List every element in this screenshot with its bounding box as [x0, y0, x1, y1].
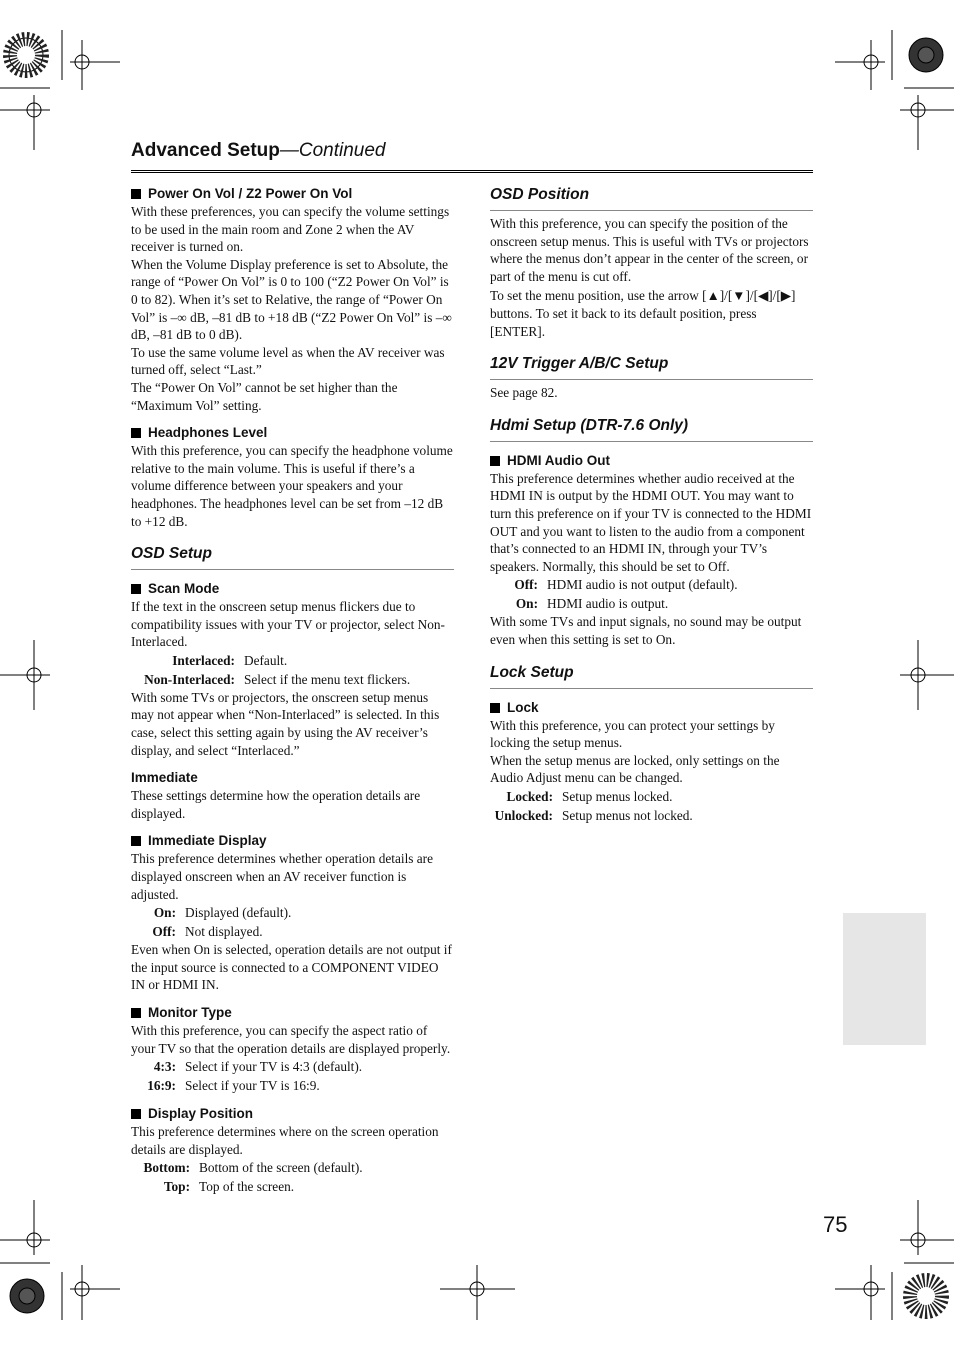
square-bullet-icon [131, 1008, 141, 1018]
option-row: 4:3: Select if your TV is 4:3 (default). [153, 1059, 363, 1075]
option-row: 16:9: Select if your TV is 16:9. [147, 1078, 320, 1094]
page-title-continued: —Continued [279, 140, 386, 161]
hdmi-audio-out-heading: HDMI Audio Out [490, 452, 813, 469]
crosshair-mid-left [0, 640, 50, 710]
monitor-type-heading: Monitor Type [131, 1004, 454, 1021]
lock-setup-section-title: Lock Setup [490, 663, 813, 689]
lock-text-1: With this preference, you can protect your settings by locking the setup menus. [490, 717, 775, 751]
immediate-display-text-2: Even when On is selected, operation details are not output if the input source is connected to a COMPONENT VIDEO IN or HDMI IN. [131, 942, 452, 993]
monitor-type-text: With this preference, you can specify the aspect ratio of your TV so that the operation details are displayed properly. [131, 1023, 451, 1056]
immediate-display-text-1: This preference determines whether operation details are displayed onscreen when an AV receiver function is adjusted. [131, 851, 433, 902]
osd-position-text-1: With this preference, you can specify the position of the onscreen setup menus. This is useful with TVs or projectors where the menus don’t appear in the center of the screen, or part of the menu is cut off. [490, 216, 809, 284]
osd-position-section-title: OSD Position [490, 185, 813, 211]
headphones-heading: Headphones Level [131, 424, 454, 441]
osd-setup-section-title: OSD Setup [131, 544, 454, 570]
page-title: Advanced Setup [131, 140, 280, 161]
option-row: On: Displayed (default). [153, 905, 292, 921]
lock-heading: Lock [490, 699, 813, 716]
immediate-text: These settings determine how the operation details are displayed. [131, 788, 421, 821]
page-number: 75 [823, 1212, 848, 1237]
trigger-section-title: 12V Trigger A/B/C Setup [490, 354, 813, 380]
square-bullet-icon [131, 836, 141, 846]
chapter-side-tab [843, 913, 926, 1045]
square-bullet-icon [131, 584, 141, 594]
trigger-text: See page 82. [490, 385, 558, 401]
power-on-vol-text-3: To use the same volume level as when the AV receiver was turned off, select “Last.” [131, 344, 445, 378]
crosshair-top-right-2 [900, 95, 954, 150]
power-on-vol-heading: Power On Vol / Z2 Power On Vol [131, 185, 454, 202]
crosshair-bottom-right-1 [835, 1265, 885, 1320]
osd-position-text-2: To set the menu position, use the arrow [▲]/[▼]/[◀]/[▶] buttons. To set it back to its default position, press [ENTER]. [490, 288, 796, 339]
right-column [490, 185, 813, 825]
crosshair-top-left-2 [0, 95, 50, 150]
starburst-mark-top-left [9, 38, 43, 72]
page-header [131, 140, 813, 173]
square-bullet-icon [131, 428, 141, 438]
hdmi-audio-out-text-1: This preference determines whether audio received at the HDMI IN is output by the HDMI OUT. You may want to turn this preference on if your TV is connected to the HDMI OUT and you want to listen to the audio from a component that’s connected to an HDMI IN, through your TV’s speakers. Normally, this should be set to Off. [490, 470, 812, 574]
lock-text-2: When the setup menus are locked, only settings on the Audio Adjust menu can be changed. [490, 752, 780, 786]
square-bullet-icon [490, 456, 500, 466]
option-row: On: HDMI audio is output. [515, 596, 669, 612]
headphones-text: With this preference, you can specify the headphone volume relative to the main volume. This is useful if there’s a volume difference between your speakers and your headphones. The headphones level can be set from –12 dB to +12 dB. [131, 443, 453, 529]
immediate-heading: Immediate [131, 770, 198, 786]
hdmi-audio-out-text-2: With some TVs and input signals, no sound may be output even when this setting is set to On. [490, 614, 802, 647]
crosshair-top-left-1 [70, 40, 120, 90]
option-row: Non-Interlaced: Select if the menu text flickers. [144, 671, 411, 687]
left-column [131, 185, 454, 1196]
scan-mode-heading: Scan Mode [131, 580, 454, 597]
crosshair-bottom-right-2 [900, 1200, 954, 1255]
crosshair-bottom-left-1 [0, 1200, 50, 1255]
option-row: Bottom: Bottom of the screen (default). [143, 1160, 363, 1176]
scan-mode-text-2: With some TVs or projectors, the onscreen setup menus may not appear when “Non-Interlaced” is selected. In this case, select this setting again by using the AV receiver’s display, and select “Interlaced.” [131, 689, 440, 758]
crosshair-bottom-left-2 [70, 1265, 120, 1320]
starburst-mark-bottom-left [10, 1279, 44, 1313]
square-bullet-icon [490, 703, 500, 713]
power-on-vol-text-4: The “Power On Vol” cannot be set higher than the “Maximum Vol” setting. [131, 379, 398, 413]
square-bullet-icon [131, 1109, 141, 1119]
scan-mode-text-1: If the text in the onscreen setup menus flickers due to compatibility issues with your TV or projector, select Non-Interlaced. [131, 599, 445, 650]
crosshair-mid-right [900, 640, 954, 710]
option-row: Locked: Setup menus locked. [506, 788, 673, 804]
option-row: Off: HDMI audio is not output (default). [514, 577, 738, 593]
power-on-vol-text-2: When the Volume Display preference is set to Absolute, the range of “Power On Vol” is 0 to 100 (“Z2 Power On Vol” is 0 to 82). When it’s set to Relative, the range of “Power On Vol” is –∞ dB, –81 dB to +18 dB (“Z2 Power On Vol” is –∞ dB, –81 dB to 0 dB). [131, 256, 452, 343]
immediate-display-heading: Immediate Display [131, 832, 454, 849]
display-position-heading: Display Position [131, 1105, 454, 1122]
crosshair-top-right-1 [835, 40, 885, 90]
starburst-mark-top-right [909, 38, 943, 72]
option-row: Interlaced: Default. [172, 652, 288, 668]
option-row: Top: Top of the screen. [163, 1179, 295, 1195]
power-on-vol-text-1: With these preferences, you can specify the volume settings to be used in the main room and Zone 2 when the AV receiver is turned on. [131, 204, 450, 255]
hdmi-setup-section-title: Hdmi Setup (DTR-7.6 Only) [490, 416, 813, 442]
option-row: Off: Not displayed. [152, 924, 263, 940]
square-bullet-icon [131, 189, 141, 199]
option-row: Unlocked: Setup menus not locked. [494, 807, 693, 823]
display-position-text: This preference determines where on the screen operation details are displayed. [131, 1124, 439, 1157]
starburst-mark-bottom-right [910, 1280, 942, 1312]
crosshair-bottom-center [440, 1265, 515, 1320]
